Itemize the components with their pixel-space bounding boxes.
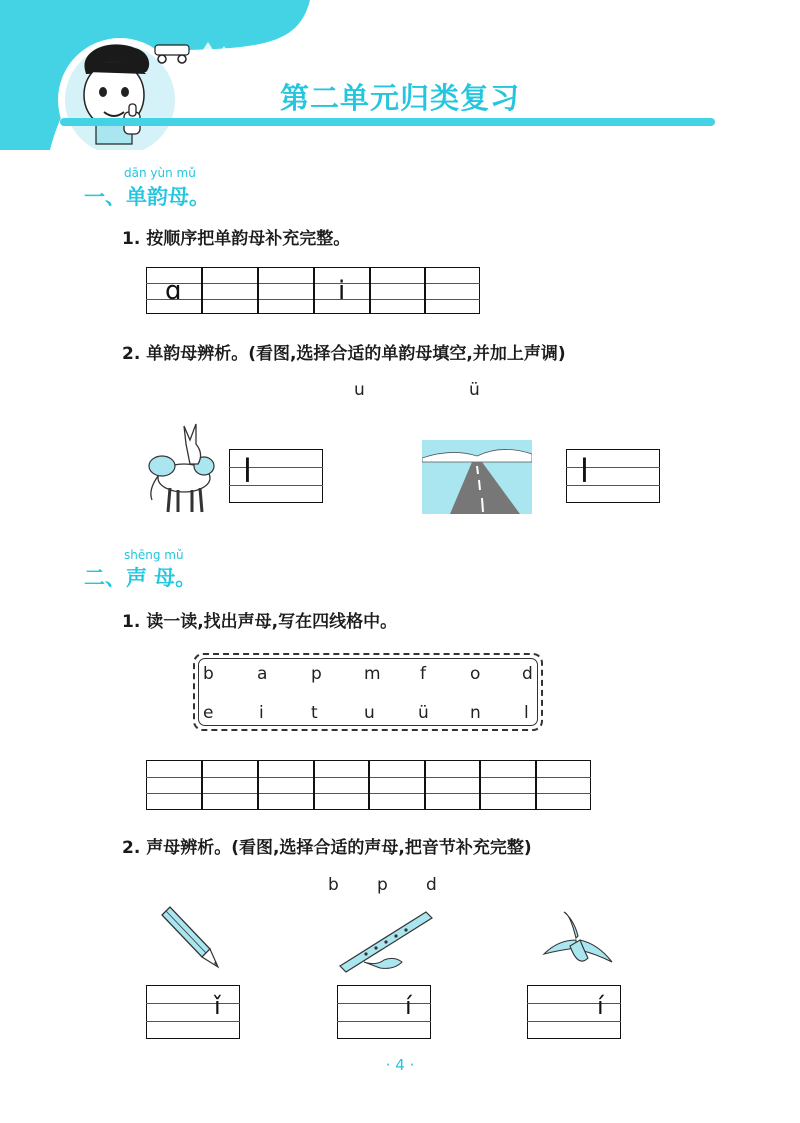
vowel-i-second-tone: í (405, 992, 412, 1020)
option-b: b (328, 875, 339, 895)
car-icon (155, 45, 189, 63)
initial-l-1: l (243, 452, 252, 490)
s1-q2-text: 2. 单韵母辨析。(看图,选择合适的单韵母填空,并加上声调) (122, 344, 566, 364)
option-u: u (354, 380, 365, 400)
letter-item: u (364, 703, 375, 723)
page-title: 第二单元归类复习 (280, 81, 521, 115)
initial-l-2: l (580, 452, 589, 490)
option-p: p (377, 875, 388, 895)
section1-pinyin: dān yùn mǔ (124, 166, 196, 180)
s1-q1-text: 1. 按顺序把单韵母补充完整。 (122, 229, 351, 249)
letter-item: b (203, 664, 214, 684)
letter-item: ü (418, 703, 429, 723)
s2-q1-text: 1. 读一读,找出声母,写在四线格中。 (122, 612, 398, 632)
option-d: d (426, 875, 437, 895)
flute-picture (336, 906, 436, 978)
section2-pinyin: shēng mǔ (124, 548, 184, 562)
vowel-i-second-tone: í (597, 992, 604, 1020)
letter-item: l (524, 703, 529, 723)
letter-item: a (257, 664, 268, 684)
pencil-picture (158, 905, 222, 971)
option-u-umlaut: ü (469, 380, 480, 400)
header-bar (60, 118, 715, 126)
grid-letter-i: i (338, 276, 346, 306)
letter-item: d (522, 664, 533, 684)
s2-q2-text: 2. 声母辨析。(看图,选择合适的声母,把音节补充完整) (122, 838, 532, 858)
header-decoration (0, 0, 320, 150)
letter-item: p (311, 664, 322, 684)
section1-title: 一、单韵母。 (84, 185, 210, 209)
letter-item: f (420, 664, 426, 684)
section2-title: 二、声 母。 (84, 566, 197, 590)
letter-item: e (203, 703, 214, 723)
banana-peel-picture (540, 910, 616, 970)
grid-letter-a: ɑ (165, 276, 182, 306)
road-picture (422, 440, 532, 514)
letter-item: n (470, 703, 481, 723)
donkey-picture (140, 420, 220, 514)
letter-item: t (311, 703, 318, 723)
vowel-i-third-tone: ǐ (214, 992, 221, 1020)
page-number: · 4 · (385, 1056, 415, 1074)
letter-item: o (470, 664, 481, 684)
letter-item: i (259, 703, 264, 723)
letter-item: m (364, 664, 381, 684)
